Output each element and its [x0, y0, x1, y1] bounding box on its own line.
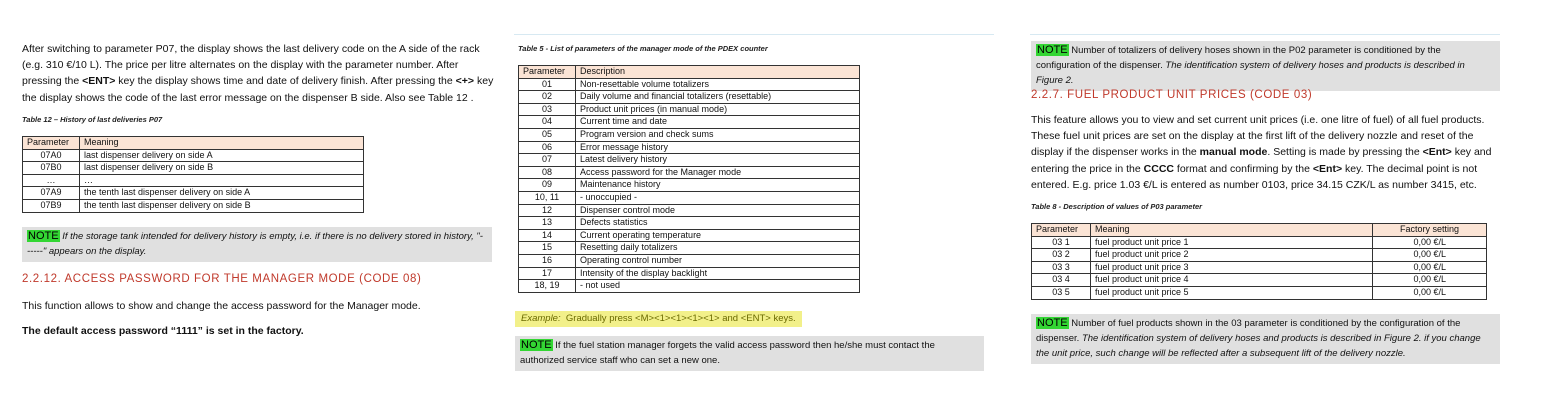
table-cell: Product unit prices (in manual mode): [576, 103, 860, 116]
table-header-cell: Parameter: [519, 66, 576, 79]
table-row: [519, 217, 860, 230]
table-row: [519, 179, 860, 192]
section-heading: 2.2.7. FUEL PRODUCT UNIT PRICES (CODE 03): [1031, 89, 1313, 101]
history-table: [22, 136, 364, 213]
table-cell: fuel product unit price 4: [1091, 274, 1373, 287]
table-cell: 06: [519, 141, 576, 154]
table-cell: Current time and date: [576, 116, 860, 129]
paragraph-default-password: The default access password “1111” is set in the factory.: [22, 325, 304, 337]
table-cell: 16: [519, 254, 576, 267]
table-row: [519, 78, 860, 91]
table-row: [519, 103, 860, 116]
table-caption: Table 8 - Description of values of P03 parameter: [1031, 202, 1203, 211]
unit-prices-table: [1031, 223, 1487, 300]
table-cell: 12: [519, 204, 576, 217]
table-row: [1032, 286, 1487, 299]
table-row: [23, 162, 364, 175]
parameters-table: [518, 65, 860, 293]
table-cell: 0,00 €/L: [1373, 261, 1487, 274]
table-cell: 13: [519, 217, 576, 230]
example-box: [515, 311, 802, 327]
table-cell: fuel product unit price 1: [1091, 236, 1373, 249]
table-cell: 0,00 €/L: [1373, 286, 1487, 299]
table-cell: 10, 11: [519, 191, 576, 204]
table-cell: 03 3: [1032, 261, 1091, 274]
table-cell: Maintenance history: [576, 179, 860, 192]
table-cell: Latest delivery history: [576, 154, 860, 167]
table-header-row: [23, 137, 364, 150]
table-cell: fuel product unit price 5: [1091, 286, 1373, 299]
note-box: [22, 227, 492, 262]
section-heading: 2.2.12. ACCESS PASSWORD FOR THE MANAGER MODE (CODE 08): [22, 273, 422, 285]
table-header-cell: Meaning: [1091, 224, 1373, 237]
table-row: [1032, 274, 1487, 287]
table-row: [1032, 261, 1487, 274]
note-tag: NOTE: [1037, 44, 1068, 56]
table-cell: Resetting daily totalizers: [576, 242, 860, 255]
header-rule: [514, 34, 994, 35]
table-cell: 07B0: [23, 162, 80, 175]
table-cell: Program version and check sums: [576, 128, 860, 141]
table-cell: 15: [519, 242, 576, 255]
table-cell: 03: [519, 103, 576, 116]
table-cell: Access password for the Manager mode: [576, 166, 860, 179]
table-cell: 17: [519, 267, 576, 280]
table-row: [519, 116, 860, 129]
table-cell: the tenth last dispenser delivery on side A: [80, 187, 364, 200]
table-row: [1032, 236, 1487, 249]
table-cell: 0,00 €/L: [1373, 236, 1487, 249]
note-tag: NOTE: [28, 230, 59, 242]
table-header-row: [1032, 224, 1487, 237]
table-cell: 07: [519, 154, 576, 167]
table-cell: last dispenser delivery on side B: [80, 162, 364, 175]
table-cell: 0,00 €/L: [1373, 274, 1487, 287]
table-cell: 09: [519, 179, 576, 192]
table-cell: 03 2: [1032, 249, 1091, 262]
table-cell: Error message history: [576, 141, 860, 154]
note-box: [1031, 314, 1500, 364]
table-cell: Daily volume and financial totalizers (resettable): [576, 91, 860, 104]
table-header-row: [519, 66, 860, 79]
table-cell: …: [80, 174, 364, 187]
note-tag: NOTE: [521, 339, 552, 351]
table-row: [23, 199, 364, 212]
table-caption: Table 12 – History of last deliveries P07: [22, 115, 163, 124]
table-cell: the tenth last dispenser delivery on side B: [80, 199, 364, 212]
table-header-cell: Description: [576, 66, 860, 79]
note-text: Number of fuel products shown in the 03 parameter is conditioned by the configuration of the dispenser.: [1036, 318, 1461, 344]
table-row: [519, 191, 860, 204]
table-cell: - not used: [576, 280, 860, 293]
table-row: [519, 166, 860, 179]
paragraph-p07: After switching to parameter P07, the display shows the last delivery code on the A side of the rack (e.g. 310 €/10 L). The price per litre alternates on the display with the parameter number. After pressing the <ENT> key the display shows time and date of delivery finish. After pressing the <+> key the display shows the code of the last error message on the dispenser B side. Also see Table 12 .: [22, 43, 494, 104]
table-cell: 04: [519, 116, 576, 129]
note-italic-text: The identification system of delivery hoses and products is described in Figure 2. if you change the unit price, such change will be reflected after a subsequent lift of the delivery nozzle.: [1036, 333, 1481, 359]
table-cell: Current operating temperature: [576, 229, 860, 242]
paragraph-unit-prices: This feature allows you to view and set current unit prices (i.e. one litre of fuel) of all fuel products. These fuel unit prices are set on the display at the first lift of the delivery nozzle and reset of the display if the dispenser works in the manual mode. Setting is made by pressing the <Ent> key and entering the price in the CCCC format and confirming by the <Ent> key. The decimal point is not entered. E.g. price 1.03 €/L is entered as number 0103, price 34.15 CZK/L as number 3415, etc.: [1031, 114, 1492, 191]
note-text: If the storage tank intended for delivery history is empty, i.e. if there is no delivery stored in history, "------" appears on the display.: [27, 231, 483, 257]
table-row: [519, 254, 860, 267]
table-cell: 14: [519, 229, 576, 242]
table-cell: Operating control number: [576, 254, 860, 267]
table-cell: 07B9: [23, 199, 80, 212]
table-header-cell: Parameter: [1032, 224, 1091, 237]
table-cell: 03 5: [1032, 286, 1091, 299]
table-row: [519, 280, 860, 293]
table-cell: 07A9: [23, 187, 80, 200]
example-label: Example:: [521, 313, 561, 324]
table-cell: fuel product unit price 3: [1091, 261, 1373, 274]
table-row: [519, 242, 860, 255]
table-row: [23, 174, 364, 187]
table-row: [23, 149, 364, 162]
table-cell: 02: [519, 91, 576, 104]
table-cell: 05: [519, 128, 576, 141]
table-row: [519, 154, 860, 167]
table-row: [519, 141, 860, 154]
table-cell: Intensity of the display backlight: [576, 267, 860, 280]
note-text: If the fuel station manager forgets the valid access password then he/she must contact the authorized service staff who can set a new one.: [520, 340, 935, 366]
table-caption: Table 5 - List of parameters of the manager mode of the PDEX counter: [518, 44, 768, 53]
table-cell: 03 1: [1032, 236, 1091, 249]
table-cell: 01: [519, 78, 576, 91]
table-row: [519, 229, 860, 242]
note-box: [1031, 41, 1500, 91]
example-text: Gradually press <M><1><1><1><1> and <ENT> keys.: [565, 313, 796, 324]
table-cell: 18, 19: [519, 280, 576, 293]
table-cell: Defects statistics: [576, 217, 860, 230]
note-italic-text: The identification system of delivery hoses and products is described in Figure 2.: [1036, 60, 1465, 86]
table-cell: 03 4: [1032, 274, 1091, 287]
table-row: [519, 91, 860, 104]
table-row: [23, 187, 364, 200]
table-row: [519, 128, 860, 141]
table-row: [1032, 249, 1487, 262]
table-cell: …: [23, 174, 80, 187]
table-cell: Dispenser control mode: [576, 204, 860, 217]
table-cell: 07A0: [23, 149, 80, 162]
note-box: [515, 336, 984, 371]
table-row: [519, 204, 860, 217]
table-header-cell: Factory setting: [1373, 224, 1487, 237]
paragraph-description: This function allows to show and change the access password for the Manager mode.: [22, 300, 421, 312]
table-cell: 0,00 €/L: [1373, 249, 1487, 262]
note-tag: NOTE: [1037, 317, 1068, 329]
table-cell: Non-resettable volume totalizers: [576, 78, 860, 91]
table-cell: - unoccupied -: [576, 191, 860, 204]
table-header-cell: Meaning: [80, 137, 364, 150]
table-cell: last dispenser delivery on side A: [80, 149, 364, 162]
note-text: Number of totalizers of delivery hoses shown in the P02 parameter is conditioned by the configuration of the dispenser.: [1036, 45, 1441, 71]
table-header-cell: Parameter: [23, 137, 80, 150]
header-rule: [1030, 34, 1500, 35]
table-cell: fuel product unit price 2: [1091, 249, 1373, 262]
table-row: [519, 267, 860, 280]
table-cell: 08: [519, 166, 576, 179]
